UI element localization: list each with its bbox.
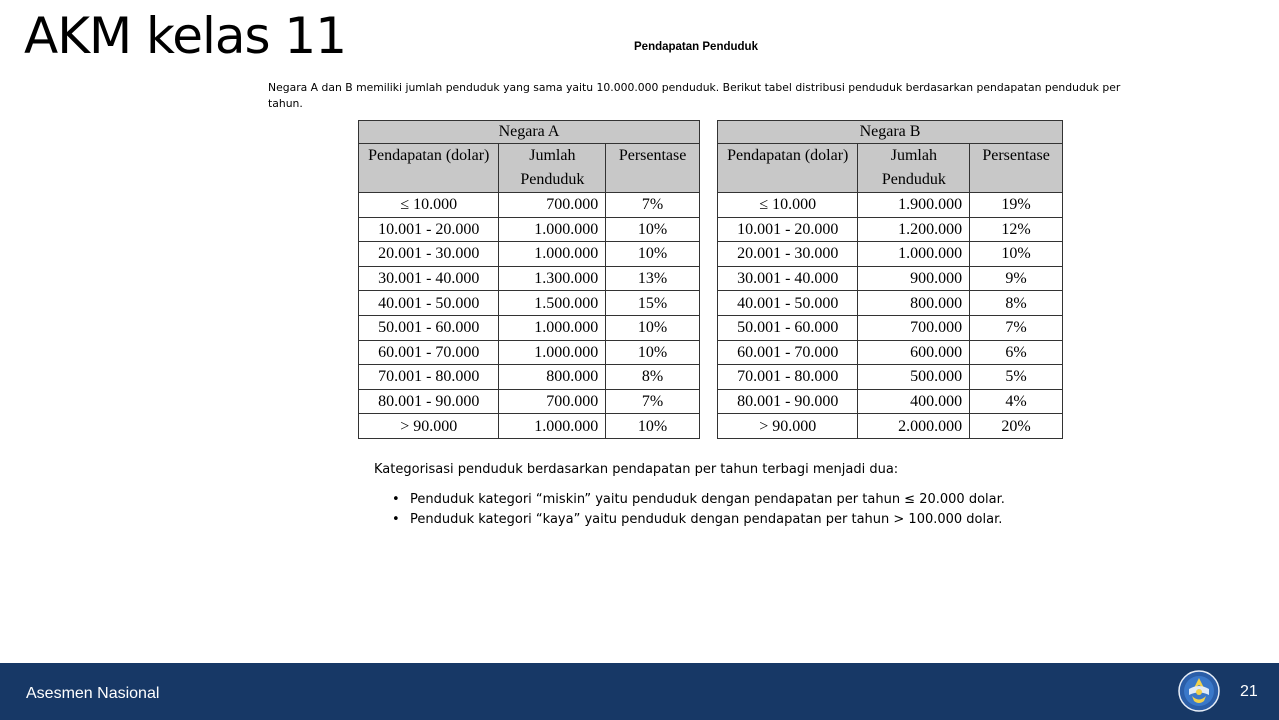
column-header: Pendapatan (dolar) [359, 144, 499, 193]
percentage-cell: 20% [970, 414, 1063, 439]
table-negara-a [358, 120, 700, 439]
percentage-cell: 10% [606, 414, 700, 439]
table-row [718, 340, 1063, 365]
percentage-cell: 10% [606, 315, 700, 340]
table-row [718, 389, 1063, 414]
table-row [359, 340, 700, 365]
percentage-cell: 12% [970, 217, 1063, 242]
population-cell: 1.000.000 [499, 414, 606, 439]
column-header: Pendapatan (dolar) [718, 144, 858, 193]
population-cell: 1.500.000 [499, 291, 606, 316]
footer-label: Asesmen Nasional [26, 685, 160, 702]
population-cell: 700.000 [858, 315, 970, 340]
section-heading: Pendapatan Penduduk [634, 41, 758, 53]
income-range-cell: 50.001 - 60.000 [718, 315, 858, 340]
percentage-cell: 7% [606, 389, 700, 414]
category-list [392, 490, 1005, 530]
percentage-cell: 8% [970, 291, 1063, 316]
percentage-cell: 10% [606, 242, 700, 267]
category-intro: Kategorisasi penduduk berdasarkan pendapatan per tahun terbagi menjadi dua: [374, 462, 899, 477]
population-cell: 2.000.000 [858, 414, 970, 439]
table-caption: Negara A [359, 121, 700, 144]
table-row [718, 217, 1063, 242]
table-negara-b [717, 120, 1063, 439]
income-range-cell: 30.001 - 40.000 [718, 266, 858, 291]
population-cell: 800.000 [499, 365, 606, 390]
income-range-cell: ≤ 10.000 [718, 193, 858, 218]
income-range-cell: 70.001 - 80.000 [359, 365, 499, 390]
income-range-cell: 50.001 - 60.000 [359, 315, 499, 340]
table-row [718, 193, 1063, 218]
table-caption: Negara B [718, 121, 1063, 144]
population-cell: 400.000 [858, 389, 970, 414]
column-header: Persentase [606, 144, 700, 193]
column-header: Jumlah Penduduk [858, 144, 970, 193]
population-cell: 1.300.000 [499, 266, 606, 291]
population-cell: 1.000.000 [499, 315, 606, 340]
income-range-cell: 80.001 - 90.000 [359, 389, 499, 414]
income-range-cell: 40.001 - 50.000 [718, 291, 858, 316]
table-row [718, 414, 1063, 439]
population-cell: 1.000.000 [499, 217, 606, 242]
list-item: • Penduduk kategori “miskin” yaitu penduduk dengan pendapatan per tahun ≤ 20.000 dolar. [392, 490, 1005, 510]
income-range-cell: 80.001 - 90.000 [718, 389, 858, 414]
income-range-cell: > 90.000 [718, 414, 858, 439]
percentage-cell: 5% [970, 365, 1063, 390]
income-range-cell: 20.001 - 30.000 [718, 242, 858, 267]
page-number: 21 [1240, 683, 1258, 700]
table-row [718, 291, 1063, 316]
income-range-cell: 70.001 - 80.000 [718, 365, 858, 390]
population-cell: 700.000 [499, 389, 606, 414]
slide-title: AKM kelas 11 [24, 7, 347, 65]
income-range-cell: 10.001 - 20.000 [359, 217, 499, 242]
column-header: Jumlah Penduduk [499, 144, 606, 193]
income-range-cell: ≤ 10.000 [359, 193, 499, 218]
population-cell: 1.900.000 [858, 193, 970, 218]
table-row [718, 365, 1063, 390]
population-cell: 1.000.000 [499, 242, 606, 267]
population-cell: 1.200.000 [858, 217, 970, 242]
percentage-cell: 10% [970, 242, 1063, 267]
footer-bar [0, 663, 1279, 720]
percentage-cell: 19% [970, 193, 1063, 218]
table-row [359, 193, 700, 218]
income-range-cell: 60.001 - 70.000 [359, 340, 499, 365]
income-range-cell: > 90.000 [359, 414, 499, 439]
table-row [359, 365, 700, 390]
table-row [718, 242, 1063, 267]
population-cell: 1.000.000 [499, 340, 606, 365]
percentage-cell: 13% [606, 266, 700, 291]
percentage-cell: 8% [606, 365, 700, 390]
tut-wuri-handayani-emblem-icon [1178, 670, 1220, 712]
percentage-cell: 10% [606, 340, 700, 365]
percentage-cell: 7% [606, 193, 700, 218]
percentage-cell: 7% [970, 315, 1063, 340]
percentage-cell: 4% [970, 389, 1063, 414]
column-header: Persentase [970, 144, 1063, 193]
population-cell: 700.000 [499, 193, 606, 218]
table-row [718, 266, 1063, 291]
income-range-cell: 40.001 - 50.000 [359, 291, 499, 316]
population-cell: 800.000 [858, 291, 970, 316]
percentage-cell: 15% [606, 291, 700, 316]
percentage-cell: 9% [970, 266, 1063, 291]
table-row [359, 291, 700, 316]
income-range-cell: 30.001 - 40.000 [359, 266, 499, 291]
table-row [718, 315, 1063, 340]
percentage-cell: 10% [606, 217, 700, 242]
income-range-cell: 20.001 - 30.000 [359, 242, 499, 267]
table-row [359, 217, 700, 242]
population-cell: 600.000 [858, 340, 970, 365]
table-row [359, 315, 700, 340]
table-row [359, 414, 700, 439]
population-cell: 500.000 [858, 365, 970, 390]
table-row [359, 266, 700, 291]
population-cell: 900.000 [858, 266, 970, 291]
intro-paragraph: Negara A dan B memiliki jumlah penduduk yang sama yaitu 10.000.000 penduduk. Berikut tabel distribusi penduduk berdasarkan pendapatan penduduk per tahun. [268, 81, 1121, 110]
list-item: • Penduduk kategori “kaya” yaitu penduduk dengan pendapatan per tahun > 100.000 dolar. [392, 510, 1005, 530]
table-row [359, 242, 700, 267]
income-range-cell: 10.001 - 20.000 [718, 217, 858, 242]
percentage-cell: 6% [970, 340, 1063, 365]
income-range-cell: 60.001 - 70.000 [718, 340, 858, 365]
table-row [359, 389, 700, 414]
population-cell: 1.000.000 [858, 242, 970, 267]
